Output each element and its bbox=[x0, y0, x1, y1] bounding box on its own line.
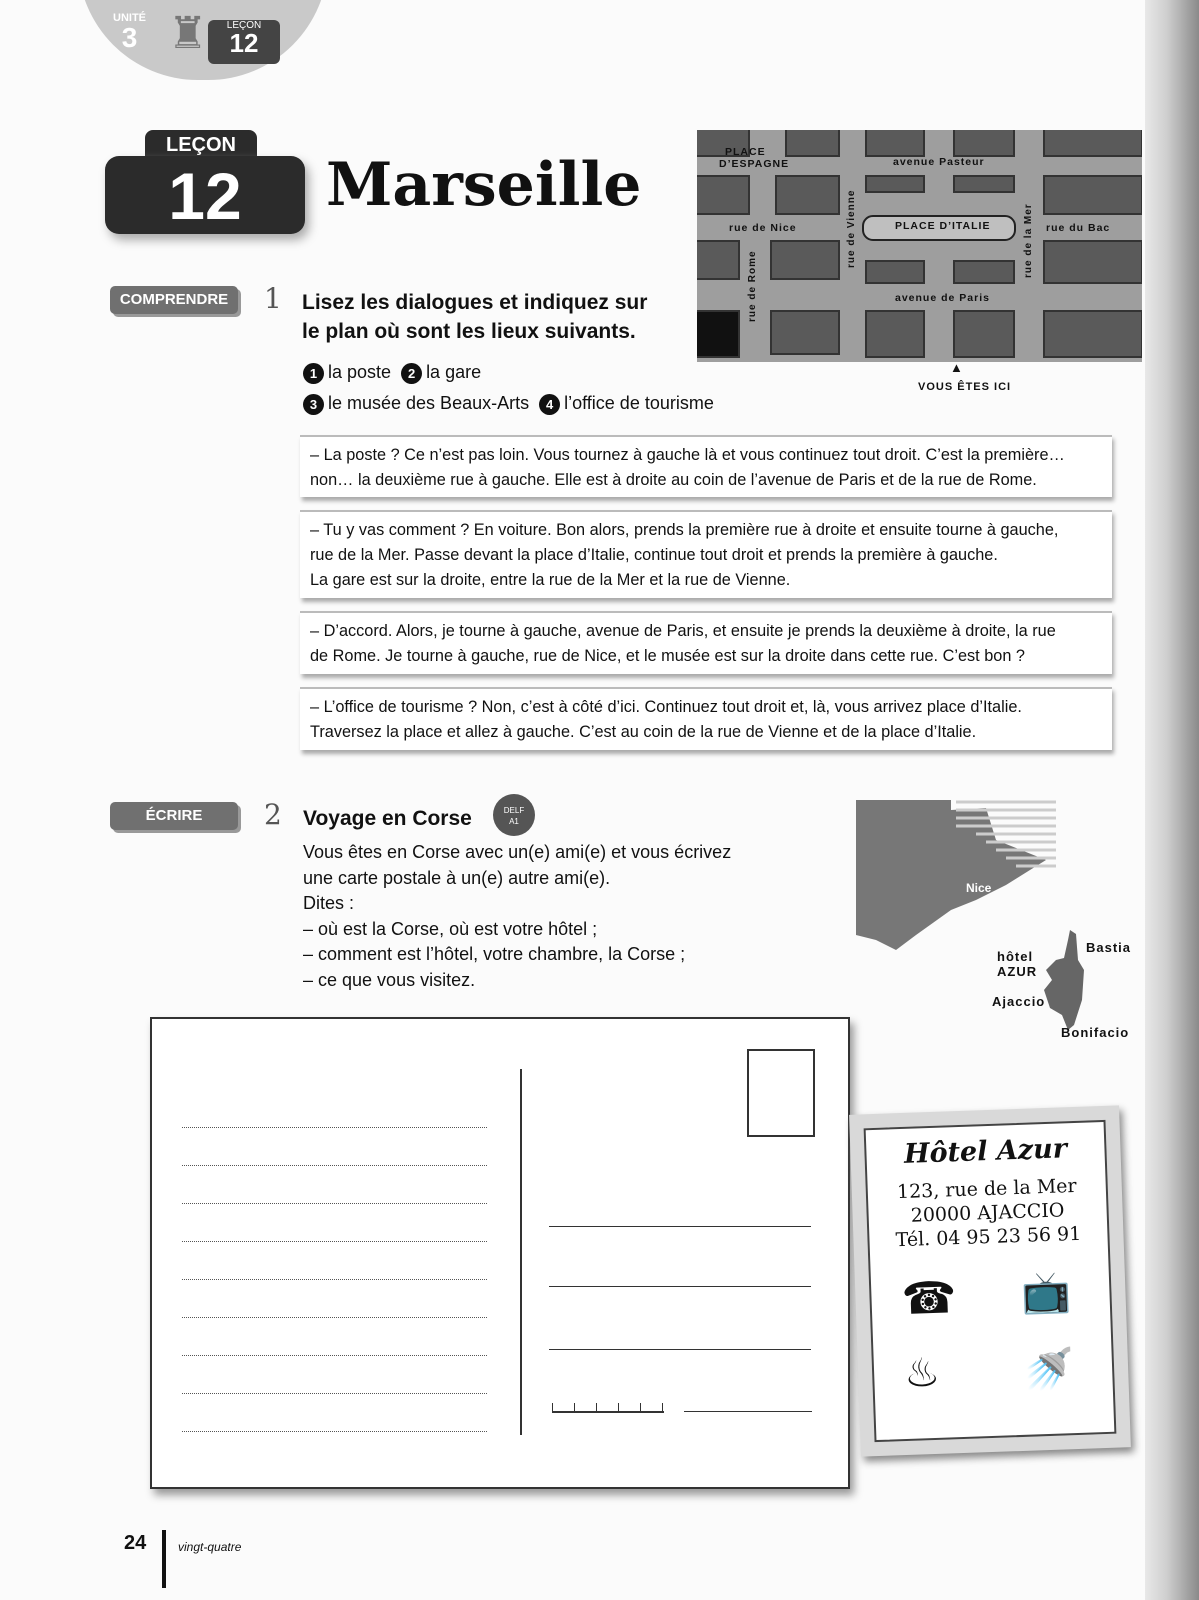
writing-line[interactable] bbox=[182, 1393, 487, 1394]
writing-line[interactable] bbox=[182, 1317, 487, 1318]
lesson-indicator bbox=[208, 20, 280, 64]
heater-icon: ♨ bbox=[903, 1349, 941, 1398]
map-label-ajaccio: Ajaccio bbox=[992, 994, 1046, 1009]
exercise-1-heading-line2: le plan où sont les lieux suivants. bbox=[302, 320, 636, 343]
delf-badge-icon bbox=[493, 794, 535, 836]
instruction-line: – ce que vous visitez. bbox=[303, 969, 476, 990]
lesson-badge bbox=[105, 130, 305, 240]
map-block bbox=[865, 310, 925, 358]
dialogue-line: La gare est sur la droite, entre la rue de la Mer et la rue de Vienne. bbox=[310, 571, 791, 589]
place-item-gare: la gare bbox=[426, 362, 482, 382]
writing-line[interactable] bbox=[182, 1355, 487, 1356]
map-label-rue-de-vienne: rue de Vienne bbox=[846, 189, 857, 268]
map-label-hotel-2: AZUR bbox=[997, 964, 1038, 979]
writing-line[interactable] bbox=[182, 1203, 487, 1204]
you-are-here-label: VOUS ÊTES ICI bbox=[918, 381, 1012, 393]
map-block bbox=[953, 130, 1015, 157]
map-label-place-espagne-1: PLACE bbox=[725, 146, 766, 158]
writing-line[interactable] bbox=[182, 1431, 487, 1432]
map-label-avenue-de-paris: avenue de Paris bbox=[895, 292, 990, 304]
address-line[interactable] bbox=[549, 1226, 811, 1227]
instruction-line: – comment est l’hôtel, votre chambre, la Corse ; bbox=[303, 944, 686, 964]
city-line[interactable] bbox=[684, 1411, 812, 1412]
map-label-rue-du-bac: rue du Bac bbox=[1046, 222, 1111, 234]
map-label-rue-de-nice: rue de Nice bbox=[729, 222, 797, 234]
place-item-musee: le musée des Beaux-Arts bbox=[328, 393, 530, 413]
map-label-bonifacio: Bonifacio bbox=[1061, 1025, 1130, 1040]
postcard-divider bbox=[520, 1069, 522, 1435]
writing-line[interactable] bbox=[182, 1165, 487, 1166]
instruction-line: – où est la Corse, où est votre hôtel ; bbox=[303, 918, 598, 939]
lesson-badge-number: 12 bbox=[105, 156, 305, 234]
place-item-office: l’office de tourisme bbox=[564, 393, 714, 413]
unit-number: 3 bbox=[121, 22, 138, 53]
address-line[interactable] bbox=[549, 1286, 811, 1287]
map-label-avenue-pasteur: avenue Pasteur bbox=[893, 156, 985, 168]
exercise-1-number: 1 bbox=[264, 282, 282, 315]
exercise-1-heading bbox=[302, 288, 647, 346]
footer-divider bbox=[162, 1530, 166, 1588]
page-title: Marseille bbox=[326, 150, 642, 220]
map-block bbox=[770, 240, 840, 280]
map-label-hotel-1: hôtel bbox=[997, 949, 1034, 964]
dialogue-line: – D’accord. Alors, je tourne à gauche, avenue de Paris, et ensuite je prends la deuxième à droite, la rue bbox=[310, 622, 1056, 640]
dialogue-box bbox=[300, 435, 1112, 497]
map-block bbox=[865, 130, 925, 157]
postcard-writing-area[interactable] bbox=[150, 1017, 850, 1489]
hotel-card bbox=[849, 1105, 1131, 1456]
delf-level: A1 bbox=[509, 817, 519, 826]
map-block bbox=[1043, 310, 1142, 358]
map-block bbox=[865, 175, 925, 193]
map-block bbox=[1043, 240, 1142, 284]
postal-code-boxes[interactable] bbox=[552, 1395, 664, 1413]
writing-line[interactable] bbox=[182, 1241, 487, 1242]
item-number-badge: 3 bbox=[303, 394, 324, 415]
instruction-line: Dites : bbox=[303, 893, 355, 913]
exercise-2-number: 2 bbox=[264, 798, 282, 831]
hotel-address: 123, rue de la Mer bbox=[896, 1174, 1077, 1204]
dialogue-line: Traversez la place et allez à gauche. C’est au coin de la rue de Vienne et de la place d’Italie. bbox=[310, 723, 977, 741]
page-edge-shadow bbox=[1145, 0, 1199, 1600]
writing-line[interactable] bbox=[182, 1279, 487, 1280]
dialogue-line: rue de la Mer. Passe devant la place d’Italie, continue tout droit et prends la première à gauche. bbox=[310, 546, 998, 564]
hotel-city: 20000 AJACCIO bbox=[910, 1199, 1065, 1227]
dialogue-line: – La poste ? Ce n’est pas loin. Vous tournez à gauche là et vous continuez tout droit. C’est la première… bbox=[310, 446, 1065, 464]
unit-lesson-tab bbox=[78, 0, 328, 80]
lesson-number: 12 bbox=[229, 28, 259, 58]
writing-line[interactable] bbox=[182, 1127, 487, 1128]
exercise-2-instructions bbox=[303, 840, 731, 993]
unit-indicator bbox=[113, 12, 146, 52]
figure-icon: ♜ bbox=[168, 9, 208, 58]
item-number-badge: 2 bbox=[401, 363, 422, 384]
map-block bbox=[953, 310, 1015, 358]
item-number-badge: 1 bbox=[303, 363, 324, 384]
lesson-label: LEÇON bbox=[226, 20, 262, 31]
instruction-line: une carte postale à un(e) autre ami(e). bbox=[303, 867, 611, 888]
hotel-card-inner bbox=[864, 1120, 1117, 1442]
television-icon: 📺 bbox=[1020, 1269, 1073, 1317]
map-label-rue-de-la-mer: rue de la Mer bbox=[1023, 203, 1034, 278]
you-are-here-arrow-icon: ▲ bbox=[950, 360, 963, 375]
map-block bbox=[953, 260, 1015, 284]
dialogue-line: de Rome. Je tourne à gauche, rue de Nice, et le musée est sur la droite dans cette rue. C’est bon ? bbox=[310, 647, 1025, 665]
address-line[interactable] bbox=[549, 1349, 811, 1350]
comprendre-badge: COMPRENDRE bbox=[110, 286, 238, 314]
map-block bbox=[1043, 175, 1142, 215]
map-label-nice: Nice bbox=[966, 881, 992, 895]
telephone-icon: ☎ bbox=[900, 1272, 958, 1326]
ecrire-badge: ÉCRIRE bbox=[110, 802, 238, 830]
instruction-line: Vous êtes en Corse avec un(e) ami(e) et vous écrivez bbox=[303, 842, 732, 862]
map-label-hotel bbox=[997, 949, 1037, 979]
place-item-poste: la poste bbox=[328, 362, 392, 382]
map-block bbox=[770, 310, 840, 355]
map-block bbox=[1043, 130, 1142, 157]
dialogue-box bbox=[300, 687, 1112, 750]
places-list bbox=[303, 357, 714, 419]
dialogue-line: – L’office de tourisme ? Non, c’est à côté d’ici. Continuez tout droit et, là, vous arrivez place d’Italie. bbox=[310, 698, 1022, 716]
unit-label: UNITÉ bbox=[113, 12, 146, 24]
item-number-badge: 4 bbox=[539, 394, 560, 415]
dialogue-line: – Tu y vas comment ? En voiture. Bon alors, prends la première rue à droite et ensuite tourne à gauche, bbox=[310, 521, 1059, 539]
page-number: 24 bbox=[124, 1532, 147, 1554]
exercise-2-heading: Voyage en Corse bbox=[303, 807, 472, 830]
shower-icon: 🚿 bbox=[1023, 1346, 1075, 1394]
map-block bbox=[865, 260, 925, 284]
france-map-icon bbox=[856, 800, 1056, 955]
dialogue-line: non… la deuxième rue à gauche. Elle est à droite au coin de l’avenue de Paris et de la rue de Rome. bbox=[310, 471, 1037, 489]
map-block bbox=[697, 310, 740, 358]
delf-label: DELF bbox=[503, 806, 525, 815]
dialogue-box bbox=[300, 510, 1112, 598]
map-label-place-espagne-2: D’ESPAGNE bbox=[719, 158, 790, 170]
map-label-rue-de-rome: rue de Rome bbox=[747, 250, 758, 322]
exercise-1-heading-line1: Lisez les dialogues et indiquez sur bbox=[302, 291, 648, 314]
map-label-place-italie: PLACE D’ITALIE bbox=[895, 220, 991, 232]
lesson-badge-label: LEÇON bbox=[145, 130, 257, 160]
map-block bbox=[953, 175, 1015, 193]
dialogue-box bbox=[300, 611, 1112, 674]
stamp-box bbox=[747, 1049, 815, 1137]
hotel-phone: Tél. 04 95 23 56 91 bbox=[895, 1222, 1082, 1252]
map-block bbox=[697, 240, 740, 280]
map-label-bastia: Bastia bbox=[1086, 940, 1132, 955]
page-number-words: vingt-quatre bbox=[178, 1540, 242, 1554]
street-map bbox=[697, 130, 1142, 362]
hotel-name: Hôtel Azur bbox=[903, 1133, 1068, 1170]
